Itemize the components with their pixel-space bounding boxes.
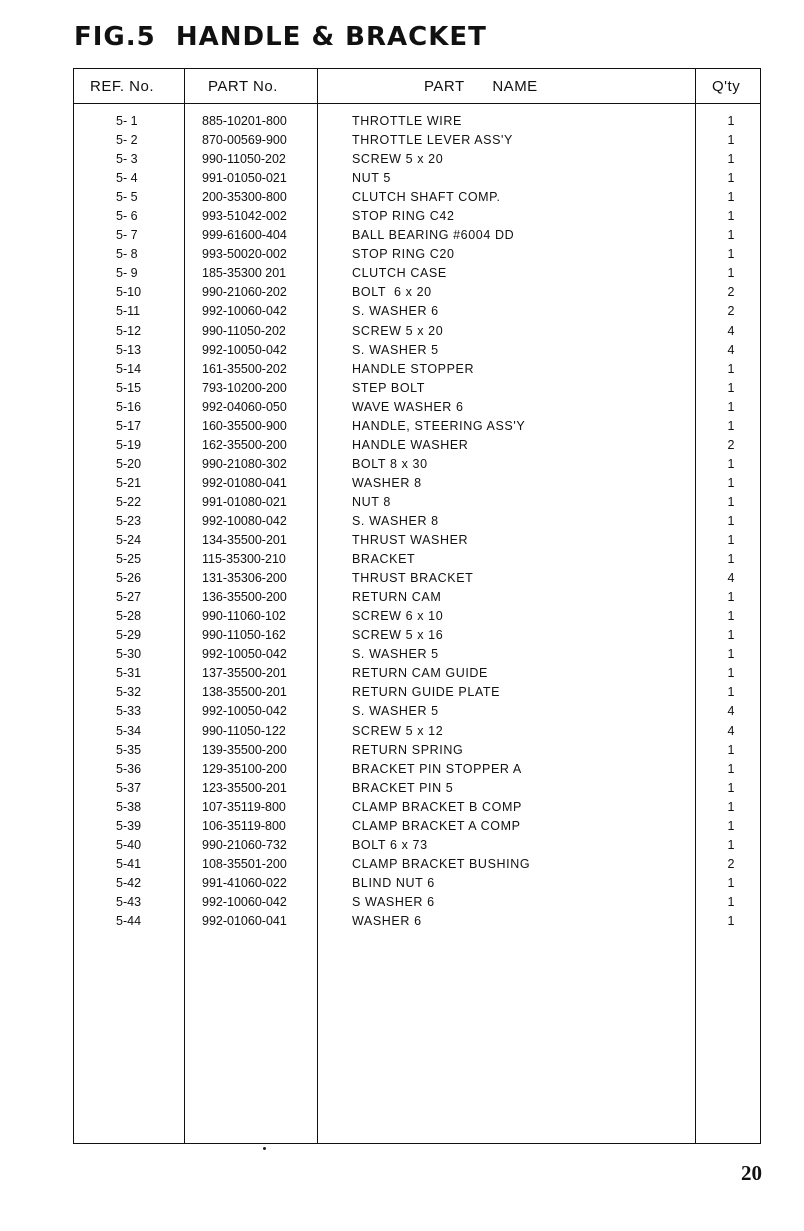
header-qty: Q'ty <box>712 78 741 95</box>
ref-no-cell: 5-15 <box>116 380 142 395</box>
ref-no-cell: 5-38 <box>116 799 142 814</box>
qty-cell: 1 <box>727 875 735 890</box>
table-row <box>74 741 760 760</box>
part-no-cell: 136-35500-200 <box>202 590 287 605</box>
table-body <box>74 112 760 931</box>
qty-cell: 1 <box>727 228 735 243</box>
ref-no-cell: 5-20 <box>116 456 142 471</box>
qty-cell: 4 <box>727 571 735 586</box>
part-name-cell: STEP BOLT <box>352 380 426 395</box>
ref-no-cell: 5- 9 <box>116 266 138 281</box>
qty-cell: 1 <box>727 799 735 814</box>
part-no-cell: 123-35500-201 <box>202 780 287 795</box>
ref-no-cell: 5- 7 <box>116 228 138 243</box>
part-name-cell: BRACKET PIN 5 <box>352 780 454 795</box>
table-row <box>74 893 760 912</box>
header-divider <box>74 103 760 104</box>
part-name-cell: SCREW 5 x 20 <box>352 152 444 167</box>
qty-cell: 2 <box>727 304 735 319</box>
ref-no-cell: 5-19 <box>116 437 142 452</box>
part-no-cell: 131-35306-200 <box>202 571 287 586</box>
qty-cell: 1 <box>727 552 735 567</box>
part-no-cell: 990-11050-122 <box>202 723 286 738</box>
ref-no-cell: 5-23 <box>116 513 142 528</box>
ref-no-cell: 5-32 <box>116 685 142 700</box>
ref-no-cell: 5-22 <box>116 494 142 509</box>
ref-no-cell: 5-31 <box>116 666 142 681</box>
qty-cell: 2 <box>727 437 735 452</box>
table-row <box>74 226 760 245</box>
part-name-cell: CLAMP BRACKET BUSHING <box>352 856 531 871</box>
qty-cell: 1 <box>727 494 735 509</box>
qty-cell: 1 <box>727 133 735 148</box>
part-no-cell: 992-10060-042 <box>202 304 287 319</box>
header-part-name: PART NAME <box>424 78 538 95</box>
ref-no-cell: 5- 4 <box>116 171 138 186</box>
qty-cell: 1 <box>727 609 735 624</box>
part-no-cell: 992-10060-042 <box>202 894 287 909</box>
part-name-cell: SCREW 6 x 10 <box>352 609 444 624</box>
qty-cell: 1 <box>727 685 735 700</box>
ref-no-cell: 5-39 <box>116 818 142 833</box>
part-name-cell: HANDLE, STEERING ASS'Y <box>352 418 526 433</box>
ref-no-cell: 5-24 <box>116 533 142 548</box>
table-row <box>74 112 760 131</box>
qty-cell: 1 <box>727 818 735 833</box>
part-no-cell: 990-21060-732 <box>202 837 287 852</box>
part-no-cell: 185-35300 201 <box>202 266 287 281</box>
part-no-cell: 139-35500-200 <box>202 742 287 757</box>
parts-table <box>73 68 761 1144</box>
table-row <box>74 779 760 798</box>
part-name-cell: RETURN SPRING <box>352 742 464 757</box>
part-no-cell: 793-10200-200 <box>202 380 287 395</box>
table-row <box>74 379 760 398</box>
qty-cell: 1 <box>727 780 735 795</box>
part-no-cell: 991-01080-021 <box>202 494 287 509</box>
ref-no-cell: 5-34 <box>116 723 142 738</box>
table-row <box>74 569 760 588</box>
table-row <box>74 322 760 341</box>
part-name-cell: THROTTLE LEVER ASS'Y <box>352 133 513 148</box>
ref-no-cell: 5-33 <box>116 704 142 719</box>
ref-no-cell: 5-35 <box>116 742 142 757</box>
ref-no-cell: 5-13 <box>116 342 142 357</box>
qty-cell: 1 <box>727 913 735 928</box>
table-row <box>74 436 760 455</box>
ref-no-cell: 5-10 <box>116 285 142 300</box>
ref-no-cell: 5-12 <box>116 323 142 338</box>
part-name-cell: WASHER 8 <box>352 475 422 490</box>
qty-cell: 4 <box>727 723 735 738</box>
table-row <box>74 607 760 626</box>
page-title: FIG.5 HANDLE & BRACKET <box>74 22 487 52</box>
part-name-cell: RETURN CAM GUIDE <box>352 666 488 681</box>
ref-no-cell: 5-17 <box>116 418 142 433</box>
part-name-cell: THROTTLE WIRE <box>352 114 462 128</box>
qty-cell: 1 <box>727 114 735 128</box>
part-no-cell: 990-11050-162 <box>202 628 286 643</box>
qty-cell: 1 <box>727 628 735 643</box>
part-no-cell: 999-61600-404 <box>202 228 287 243</box>
table-row <box>74 302 760 321</box>
table-row <box>74 645 760 664</box>
ref-no-cell: 5-41 <box>116 856 142 871</box>
part-name-cell: SCREW 5 x 16 <box>352 628 444 643</box>
table-row <box>74 550 760 569</box>
qty-cell: 2 <box>727 856 735 871</box>
part-no-cell: 200-35300-800 <box>202 190 287 205</box>
table-row <box>74 360 760 379</box>
ref-no-cell: 5-14 <box>116 361 142 376</box>
ref-no-cell: 5-11 <box>116 304 141 319</box>
table-row <box>74 874 760 893</box>
table-row <box>74 417 760 436</box>
ref-no-cell: 5- 6 <box>116 209 138 224</box>
part-name-cell: CLAMP BRACKET B COMP <box>352 799 522 814</box>
qty-cell: 1 <box>727 742 735 757</box>
part-name-cell: HANDLE STOPPER <box>352 361 475 376</box>
part-no-cell: 107-35119-800 <box>202 799 286 814</box>
qty-cell: 1 <box>727 247 735 262</box>
part-no-cell: 161-35500-202 <box>202 361 287 376</box>
part-name-cell: BLIND NUT 6 <box>352 875 435 890</box>
table-row <box>74 531 760 550</box>
ref-no-cell: 5-40 <box>116 837 142 852</box>
ref-no-cell: 5- 8 <box>116 247 138 262</box>
qty-cell: 1 <box>727 761 735 776</box>
part-no-cell: 885-10201-800 <box>202 114 287 128</box>
qty-cell: 1 <box>727 533 735 548</box>
qty-cell: 1 <box>727 399 735 414</box>
table-row <box>74 912 760 931</box>
table-row <box>74 474 760 493</box>
qty-cell: 1 <box>727 647 735 662</box>
part-no-cell: 992-01080-041 <box>202 475 287 490</box>
ref-no-cell: 5-26 <box>116 571 142 586</box>
part-no-cell: 991-01050-021 <box>202 171 287 186</box>
part-no-cell: 992-10050-042 <box>202 647 287 662</box>
table-row <box>74 341 760 360</box>
page-number: 20 <box>741 1161 762 1185</box>
ref-no-cell: 5- 5 <box>116 190 138 205</box>
table-row <box>74 188 760 207</box>
ref-no-cell: 5- 2 <box>116 133 138 148</box>
part-name-cell: BOLT 6 x 73 <box>352 837 428 852</box>
ref-no-cell: 5-44 <box>116 913 142 928</box>
part-name-cell: STOP RING C42 <box>352 209 455 224</box>
part-name-cell: WAVE WASHER 6 <box>352 399 464 414</box>
part-no-cell: 993-50020-002 <box>202 247 287 262</box>
part-no-cell: 992-01060-041 <box>202 913 287 928</box>
ref-no-cell: 5-29 <box>116 628 142 643</box>
part-name-cell: THRUST WASHER <box>352 533 469 548</box>
part-name-cell: SCREW 5 x 20 <box>352 323 444 338</box>
part-name-cell: WASHER 6 <box>352 913 422 928</box>
part-no-cell: 992-10050-042 <box>202 342 287 357</box>
qty-cell: 2 <box>727 285 735 300</box>
part-no-cell: 992-04060-050 <box>202 399 287 414</box>
table-row <box>74 683 760 702</box>
table-row <box>74 283 760 302</box>
ref-no-cell: 5- 3 <box>116 152 138 167</box>
part-name-cell: BRACKET PIN STOPPER A <box>352 761 522 776</box>
part-no-cell: 993-51042-002 <box>202 209 287 224</box>
part-no-cell: 990-11050-202 <box>202 323 286 338</box>
table-row <box>74 588 760 607</box>
header-part-no: PART No. <box>208 78 278 95</box>
qty-cell: 1 <box>727 152 735 167</box>
part-no-cell: 990-11050-202 <box>202 152 286 167</box>
part-no-cell: 137-35500-201 <box>202 666 287 681</box>
qty-cell: 1 <box>727 209 735 224</box>
ref-no-cell: 5-28 <box>116 609 142 624</box>
qty-cell: 1 <box>727 666 735 681</box>
qty-cell: 1 <box>727 266 735 281</box>
table-row <box>74 760 760 779</box>
qty-cell: 1 <box>727 590 735 605</box>
ref-no-cell: 5-25 <box>116 552 142 567</box>
part-name-cell: RETURN CAM <box>352 590 442 605</box>
part-name-cell: SCREW 5 x 12 <box>352 723 444 738</box>
ref-no-cell: 5-43 <box>116 894 142 909</box>
part-name-cell: BALL BEARING #6004 DD <box>352 228 515 243</box>
qty-cell: 1 <box>727 475 735 490</box>
table-row <box>74 398 760 417</box>
part-no-cell: 991-41060-022 <box>202 875 287 890</box>
part-name-cell: CLUTCH SHAFT COMP. <box>352 190 501 205</box>
qty-cell: 1 <box>727 171 735 186</box>
ref-no-cell: 5-36 <box>116 761 142 776</box>
table-row <box>74 245 760 264</box>
part-name-cell: S. WASHER 6 <box>352 304 439 319</box>
print-speck <box>263 1147 266 1150</box>
qty-cell: 4 <box>727 704 735 719</box>
part-name-cell: STOP RING C20 <box>352 247 455 262</box>
table-row <box>74 264 760 283</box>
part-name-cell: NUT 5 <box>352 171 391 186</box>
qty-cell: 1 <box>727 418 735 433</box>
qty-cell: 1 <box>727 190 735 205</box>
part-no-cell: 115-35300-210 <box>202 552 286 567</box>
part-name-cell: HANDLE WASHER <box>352 437 469 452</box>
header-ref-no: REF. No. <box>90 78 155 95</box>
part-no-cell: 160-35500-900 <box>202 418 287 433</box>
qty-cell: 4 <box>727 323 735 338</box>
part-no-cell: 162-35500-200 <box>202 437 287 452</box>
table-row <box>74 836 760 855</box>
part-no-cell: 106-35119-800 <box>202 818 286 833</box>
part-name-cell: BOLT 6 x 20 <box>352 285 432 300</box>
table-row <box>74 817 760 836</box>
part-name-cell: BOLT 8 x 30 <box>352 456 428 471</box>
table-row <box>74 169 760 188</box>
ref-no-cell: 5-37 <box>116 780 142 795</box>
part-no-cell: 992-10050-042 <box>202 704 287 719</box>
part-no-cell: 990-21080-302 <box>202 456 287 471</box>
qty-cell: 1 <box>727 513 735 528</box>
ref-no-cell: 5-21 <box>116 475 142 490</box>
table-row <box>74 207 760 226</box>
part-name-cell: S. WASHER 5 <box>352 342 439 357</box>
table-row <box>74 798 760 817</box>
part-name-cell: THRUST BRACKET <box>352 571 474 586</box>
table-row <box>74 150 760 169</box>
part-no-cell: 870-00569-900 <box>202 133 287 148</box>
table-row <box>74 131 760 150</box>
ref-no-cell: 5-27 <box>116 590 142 605</box>
ref-no-cell: 5-42 <box>116 875 142 890</box>
part-name-cell: CLUTCH CASE <box>352 266 447 281</box>
table-row <box>74 455 760 474</box>
part-no-cell: 138-35500-201 <box>202 685 287 700</box>
part-no-cell: 990-21060-202 <box>202 285 287 300</box>
ref-no-cell: 5- 1 <box>116 114 138 128</box>
table-row <box>74 626 760 645</box>
table-row <box>74 722 760 741</box>
ref-no-cell: 5-30 <box>116 647 142 662</box>
table-row <box>74 664 760 683</box>
table-row <box>74 855 760 874</box>
qty-cell: 1 <box>727 894 735 909</box>
part-name-cell: CLAMP BRACKET A COMP <box>352 818 521 833</box>
part-name-cell: NUT 8 <box>352 494 391 509</box>
qty-cell: 1 <box>727 380 735 395</box>
table-row <box>74 702 760 721</box>
qty-cell: 1 <box>727 837 735 852</box>
part-no-cell: 134-35500-201 <box>202 533 287 548</box>
part-name-cell: RETURN GUIDE PLATE <box>352 685 501 700</box>
part-no-cell: 129-35100-200 <box>202 761 287 776</box>
qty-cell: 4 <box>727 342 735 357</box>
part-no-cell: 992-10080-042 <box>202 513 287 528</box>
qty-cell: 1 <box>727 456 735 471</box>
part-name-cell: S. WASHER 5 <box>352 647 439 662</box>
table-row <box>74 493 760 512</box>
part-name-cell: S. WASHER 5 <box>352 704 439 719</box>
part-name-cell: S. WASHER 8 <box>352 513 439 528</box>
part-no-cell: 108-35501-200 <box>202 856 287 871</box>
ref-no-cell: 5-16 <box>116 399 142 414</box>
qty-cell: 1 <box>727 361 735 376</box>
part-name-cell: S WASHER 6 <box>352 894 435 909</box>
part-no-cell: 990-11060-102 <box>202 609 286 624</box>
table-row <box>74 512 760 531</box>
part-name-cell: BRACKET <box>352 552 416 567</box>
